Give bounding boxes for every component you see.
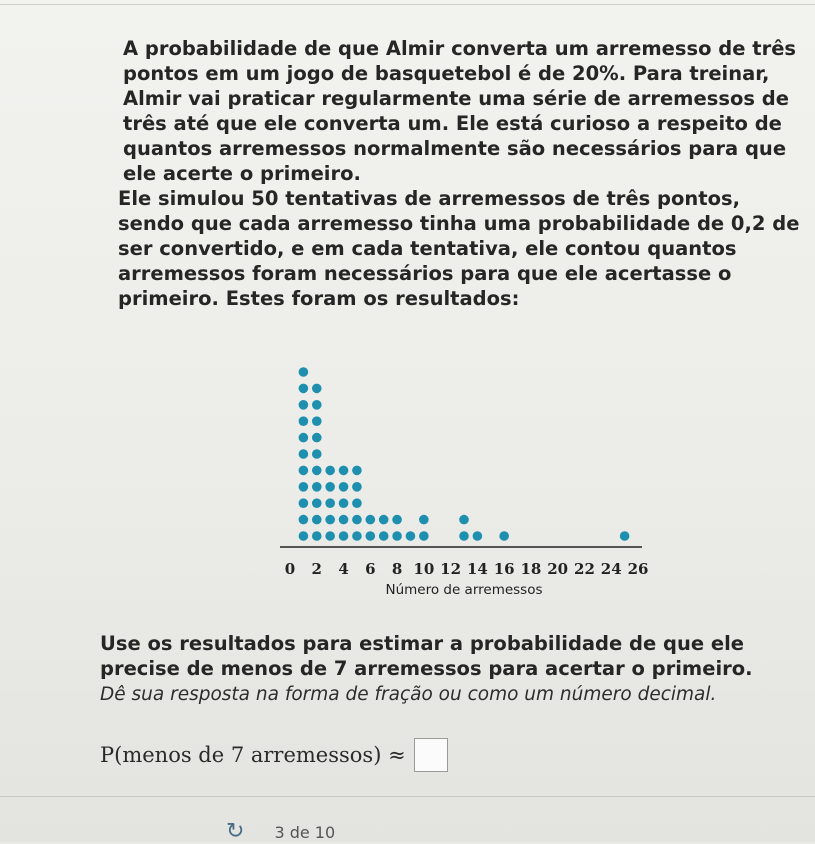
data-dot: [299, 531, 309, 541]
data-dot: [312, 400, 322, 410]
data-dot: [299, 449, 309, 459]
data-dot: [312, 433, 322, 443]
data-dot: [473, 531, 483, 541]
data-dot: [312, 531, 322, 541]
top-divider: [0, 4, 815, 5]
data-dot: [379, 515, 389, 525]
data-dot: [325, 482, 335, 492]
x-tick-label: 26: [627, 560, 649, 578]
x-tick-label: 4: [338, 560, 349, 578]
data-dot: [352, 531, 362, 541]
data-dot: [299, 384, 309, 394]
data-dot: [379, 531, 389, 541]
data-dot: [392, 531, 402, 541]
progress-indicator: 3 de 10: [274, 822, 336, 842]
data-dot: [620, 531, 630, 541]
data-dot: [299, 466, 309, 476]
data-dot: [299, 433, 309, 443]
answer-row: [100, 735, 448, 775]
x-tick-label: 2: [311, 560, 322, 578]
data-dot: [352, 498, 362, 508]
data-dot: [312, 482, 322, 492]
data-dot: [352, 466, 362, 476]
answer-label: P(menos de 7 arremessos) ≈: [100, 743, 406, 767]
data-dot: [339, 498, 349, 508]
x-tick-label: 10: [413, 560, 435, 578]
answer-instruction: Dê sua resposta na forma de fração ou como um número decimal.: [100, 684, 717, 705]
dot-plot: [270, 332, 670, 602]
x-tick-label: 0: [284, 560, 296, 578]
dot-plot-svg: [270, 332, 670, 602]
data-dot: [312, 466, 322, 476]
x-tick-label: 22: [574, 560, 595, 578]
data-dot: [312, 449, 322, 459]
data-dot: [299, 416, 309, 426]
data-dot: [406, 531, 416, 541]
data-dot: [312, 384, 322, 394]
data-dot: [352, 515, 362, 525]
data-dot: [459, 531, 469, 541]
x-tick-label: 18: [520, 560, 542, 578]
data-dot: [339, 466, 349, 476]
x-axis-title: Número de arremessos: [385, 582, 543, 598]
data-dot: [299, 482, 309, 492]
data-dot: [299, 400, 309, 410]
x-tick-label: 14: [466, 560, 488, 578]
data-dot: [325, 531, 335, 541]
data-dot: [459, 515, 469, 525]
x-tick-label: 6: [365, 560, 376, 578]
x-tick-label: 8: [391, 560, 403, 578]
data-dot: [339, 531, 349, 541]
data-dot: [366, 531, 376, 541]
problem-question: Use os resultados para estimar a probabilidade de que ele precise de menos de 7 arremessos para acertar o primeiro.: [100, 632, 753, 680]
data-dot: [339, 515, 349, 525]
answer-input[interactable]: [414, 738, 448, 772]
data-dot: [299, 367, 309, 377]
x-tick-label: 16: [493, 560, 515, 578]
bottom-divider: [0, 796, 815, 797]
problem-simulation: Ele simulou 50 tentativas de arremessos de três pontos, sendo que cada arremesso tinha uma probabilidade de 0,2 de ser convertido, e em cada tentativa, ele contou quantos arremessos foram necessários para que ele acertasse o primeiro. Estes foram os resultados:: [118, 187, 800, 310]
x-tick-label: 24: [600, 560, 622, 578]
data-dot: [419, 531, 429, 541]
data-dot: [352, 482, 362, 492]
data-dot: [312, 515, 322, 525]
problem-intro: A probabilidade de que Almir converta um arremesso de três pontos em um jogo de basquetebol é de 20%. Para treinar, Almir vai praticar regularmente uma série de arremessos de três até que ele converta um. Ele está curioso a respeito de quantos arremessos normalmente são necessários para que ele acerte o primeiro.: [123, 37, 797, 185]
data-dot: [499, 531, 509, 541]
x-tick-label: 20: [547, 560, 569, 578]
data-dot: [299, 515, 309, 525]
data-dot: [325, 515, 335, 525]
data-dot: [312, 498, 322, 508]
data-dot: [366, 515, 376, 525]
data-dot: [339, 482, 349, 492]
x-tick-label: 12: [440, 560, 462, 578]
data-dot: [419, 515, 429, 525]
data-dot: [325, 466, 335, 476]
refresh-icon[interactable]: ↻: [226, 819, 245, 844]
data-dot: [299, 498, 309, 508]
data-dot: [392, 515, 402, 525]
data-dot: [312, 416, 322, 426]
footer-nav: [226, 819, 336, 844]
data-dot: [325, 498, 335, 508]
